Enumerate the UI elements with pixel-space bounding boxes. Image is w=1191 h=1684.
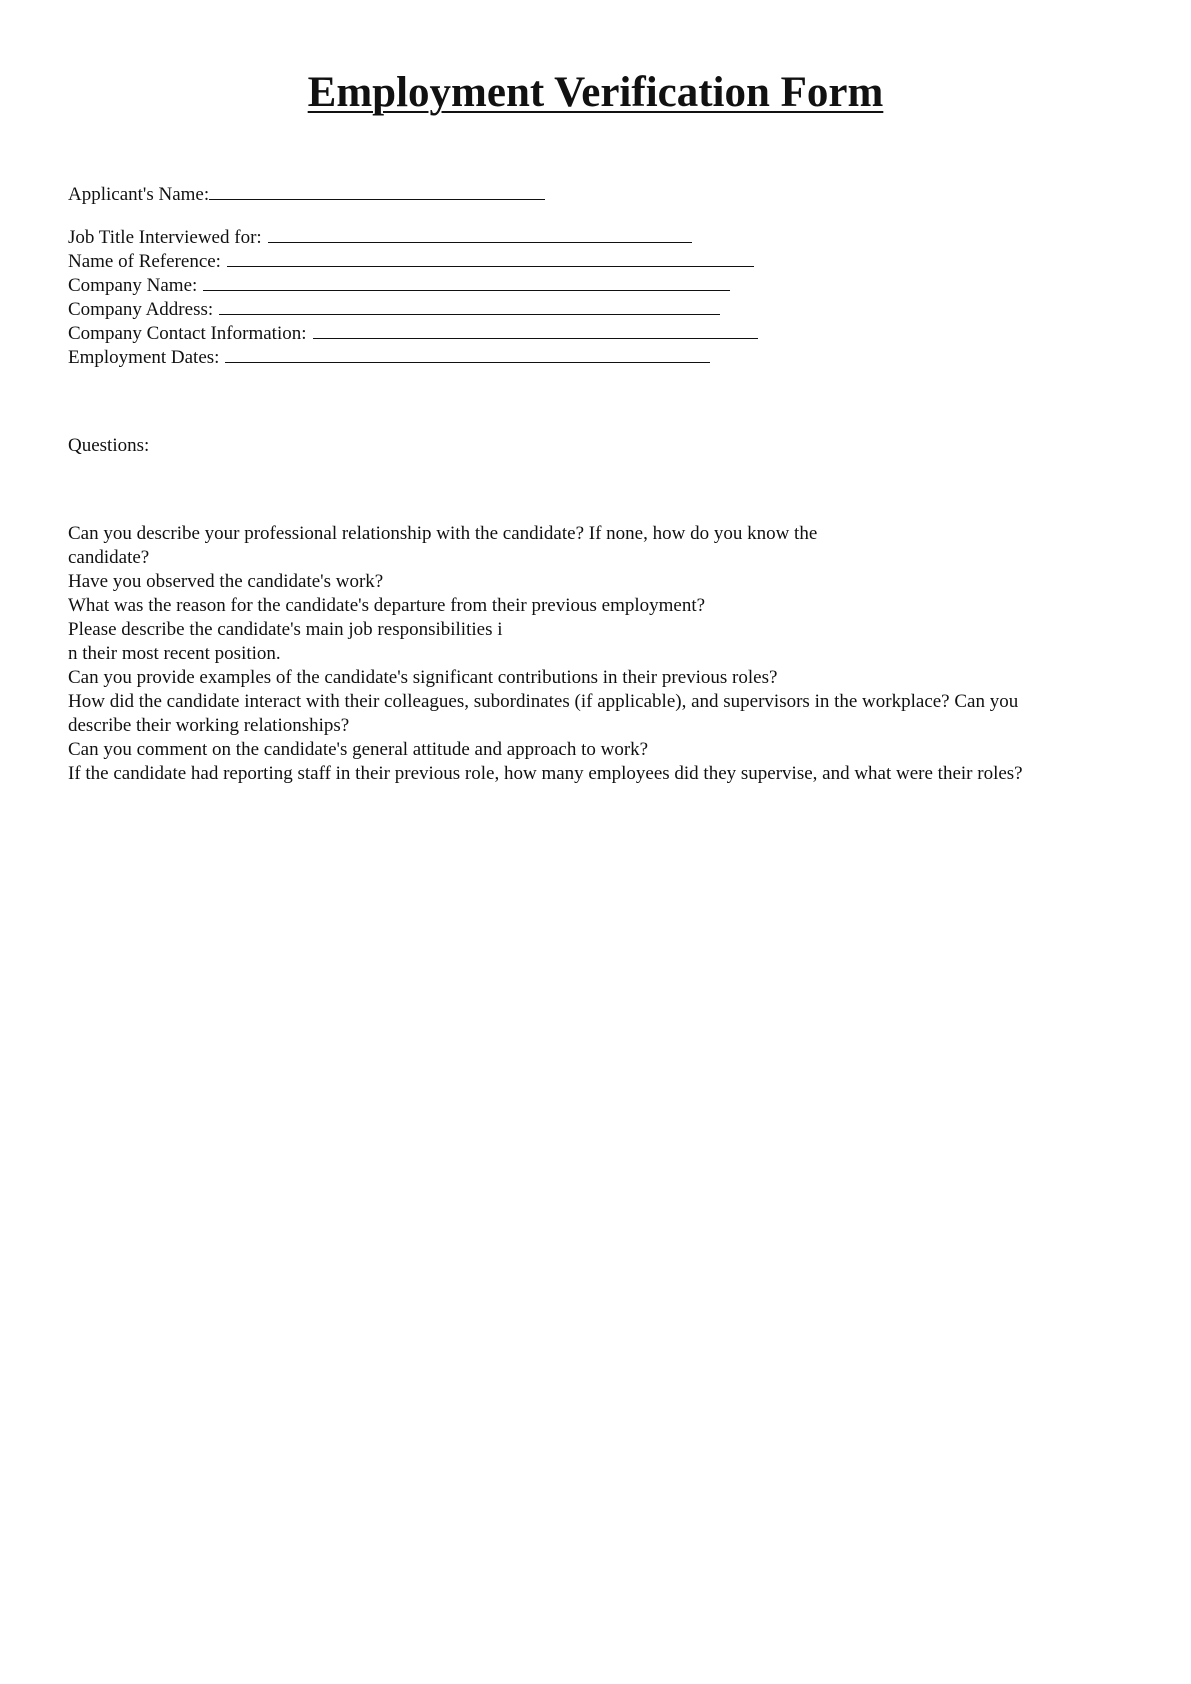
page-title — [0, 68, 1191, 118]
question-line: Have you observed the candidate's work? — [68, 571, 384, 592]
question-line: If the candidate had reporting staff in their previous role, how many employees did they supervise, and what were their roles? — [68, 763, 1023, 784]
reference-name-blank[interactable] — [227, 249, 754, 267]
questions-list — [68, 522, 1168, 786]
applicant-name-label: Applicant's Name: — [68, 184, 210, 205]
reference-name-field — [68, 249, 754, 274]
company-name-blank[interactable] — [203, 273, 730, 291]
company-name-field — [68, 273, 730, 298]
company-address-label: Company Address: — [68, 299, 214, 320]
job-title-label: Job Title Interviewed for: — [68, 227, 262, 248]
question-line: n their most recent position. — [68, 643, 281, 664]
company-contact-blank[interactable] — [313, 321, 758, 339]
questions-heading: Questions: — [68, 435, 150, 456]
job-title-blank[interactable] — [268, 225, 692, 243]
employment-dates-blank[interactable] — [225, 345, 710, 363]
question-line: Can you describe your professional relationship with the candidate? If none, how do you know the — [68, 523, 818, 544]
applicant-name-blank[interactable] — [209, 182, 545, 200]
company-name-label: Company Name: — [68, 275, 198, 296]
question-line: describe their working relationships? — [68, 715, 350, 736]
company-address-blank[interactable] — [219, 297, 720, 315]
question-line: Please describe the candidate's main job responsibilities i — [68, 619, 503, 640]
company-address-field — [68, 297, 720, 322]
reference-name-label: Name of Reference: — [68, 251, 221, 272]
job-title-field — [68, 225, 692, 250]
question-line: Can you comment on the candidate's general attitude and approach to work? — [68, 739, 649, 760]
question-line: How did the candidate interact with their colleagues, subordinates (if applicable), and supervisors in the workplace? Can you — [68, 691, 1019, 712]
question-line: What was the reason for the candidate's departure from their previous employment? — [68, 595, 706, 616]
question-line: candidate? — [68, 547, 150, 568]
employment-dates-label: Employment Dates: — [68, 347, 220, 368]
applicant-name-field — [68, 182, 545, 207]
employment-dates-field — [68, 345, 710, 370]
page-title-text: Employment Verification Form — [307, 69, 884, 116]
company-contact-label: Company Contact Information: — [68, 323, 307, 344]
question-line: Can you provide examples of the candidate's significant contributions in their previous roles? — [68, 667, 778, 688]
company-contact-field — [68, 321, 758, 346]
